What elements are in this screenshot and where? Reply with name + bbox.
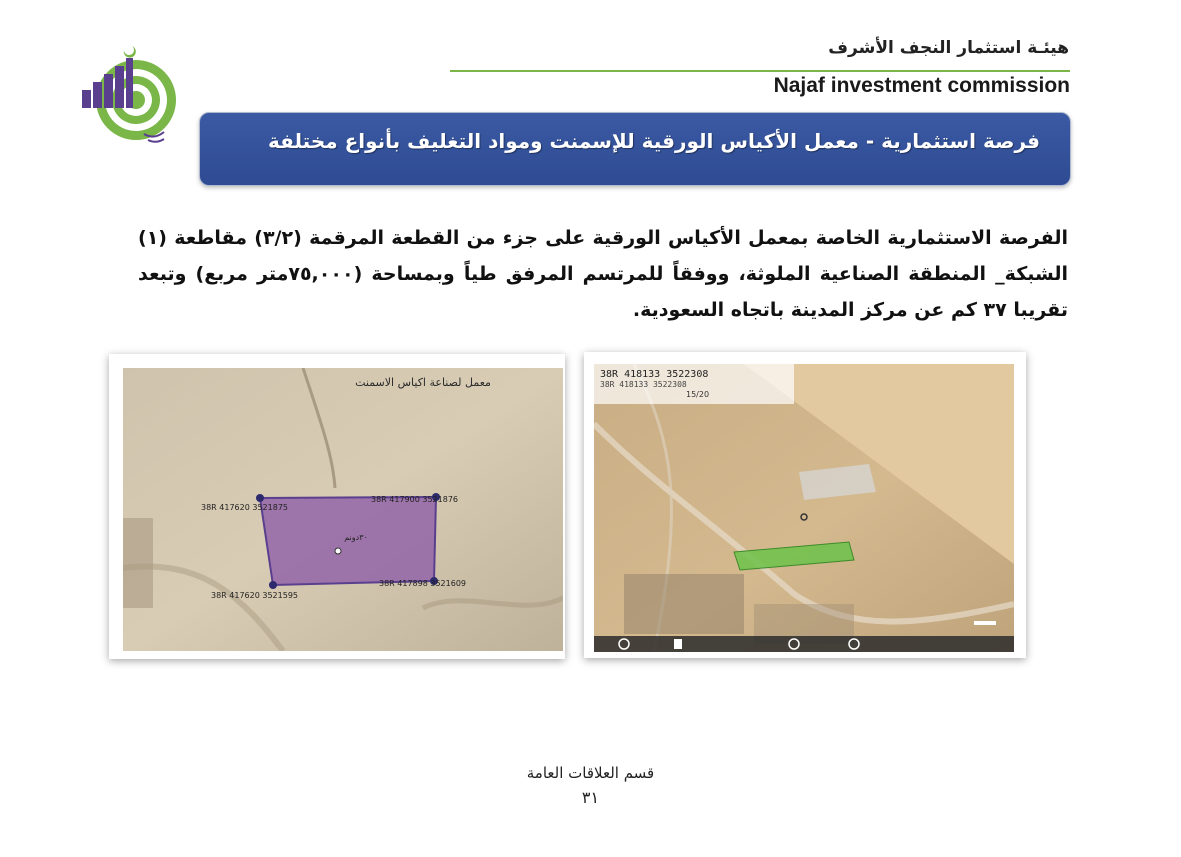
commission-logo-icon [78, 42, 180, 150]
coord-nw-label: 38R 417620 3521875 [201, 503, 288, 512]
page-number: ٣١ [581, 788, 600, 807]
site-plan-map [109, 354, 565, 659]
footer-department: قسم العلاقات العامة [526, 764, 655, 782]
site-plan-image [123, 368, 563, 651]
coord-readout-2: 38R 418133 3522308 [600, 380, 687, 389]
banner-title: فرصة استثمارية - معمل الأكياس الورقية للإسمنت ومواد التغليف بأنواع مختلفة [267, 129, 1040, 153]
header-divider [450, 70, 1070, 72]
org-name-arabic: هيئـة استثمار النجف الأشرف [828, 38, 1069, 58]
site-plan-title: معمل لصناعة اكياس الاسمنت [355, 376, 491, 389]
opportunity-description: الفرصة الاستثمارية الخاصة بمعمل الأكياس الورقية على جزء من القطعة المرقمة (٣/٢) مقاطعة (١) الشبكة_ المنطقة الصناعية الملوثة، ووفقاً للمرتسم المرفق طياً وبمساحة (٧٥,٠٠٠متر مربع) وتبعد تقريبا ٣٧ كم عن مركز المدينة باتجاه السعودية. [138, 227, 1068, 321]
coord-readout-1: 38R 418133 3522308 [600, 369, 709, 380]
satellite-image [594, 364, 1014, 652]
coord-se-label: 38R 417898 3521609 [379, 579, 466, 588]
title-banner [199, 112, 1071, 186]
layer-icon [674, 639, 682, 649]
scale-readout: 15/20 [686, 390, 710, 399]
plot-area-label: ٣٠دونم [344, 533, 368, 542]
zoom-slider-icon [974, 621, 996, 625]
satellite-map [584, 352, 1026, 658]
coord-sw-label: 38R 417620 3521595 [211, 591, 298, 600]
coord-ne-label: 38R 417900 3521876 [371, 495, 458, 504]
org-name-english: Najaf investment commission [773, 74, 1070, 97]
